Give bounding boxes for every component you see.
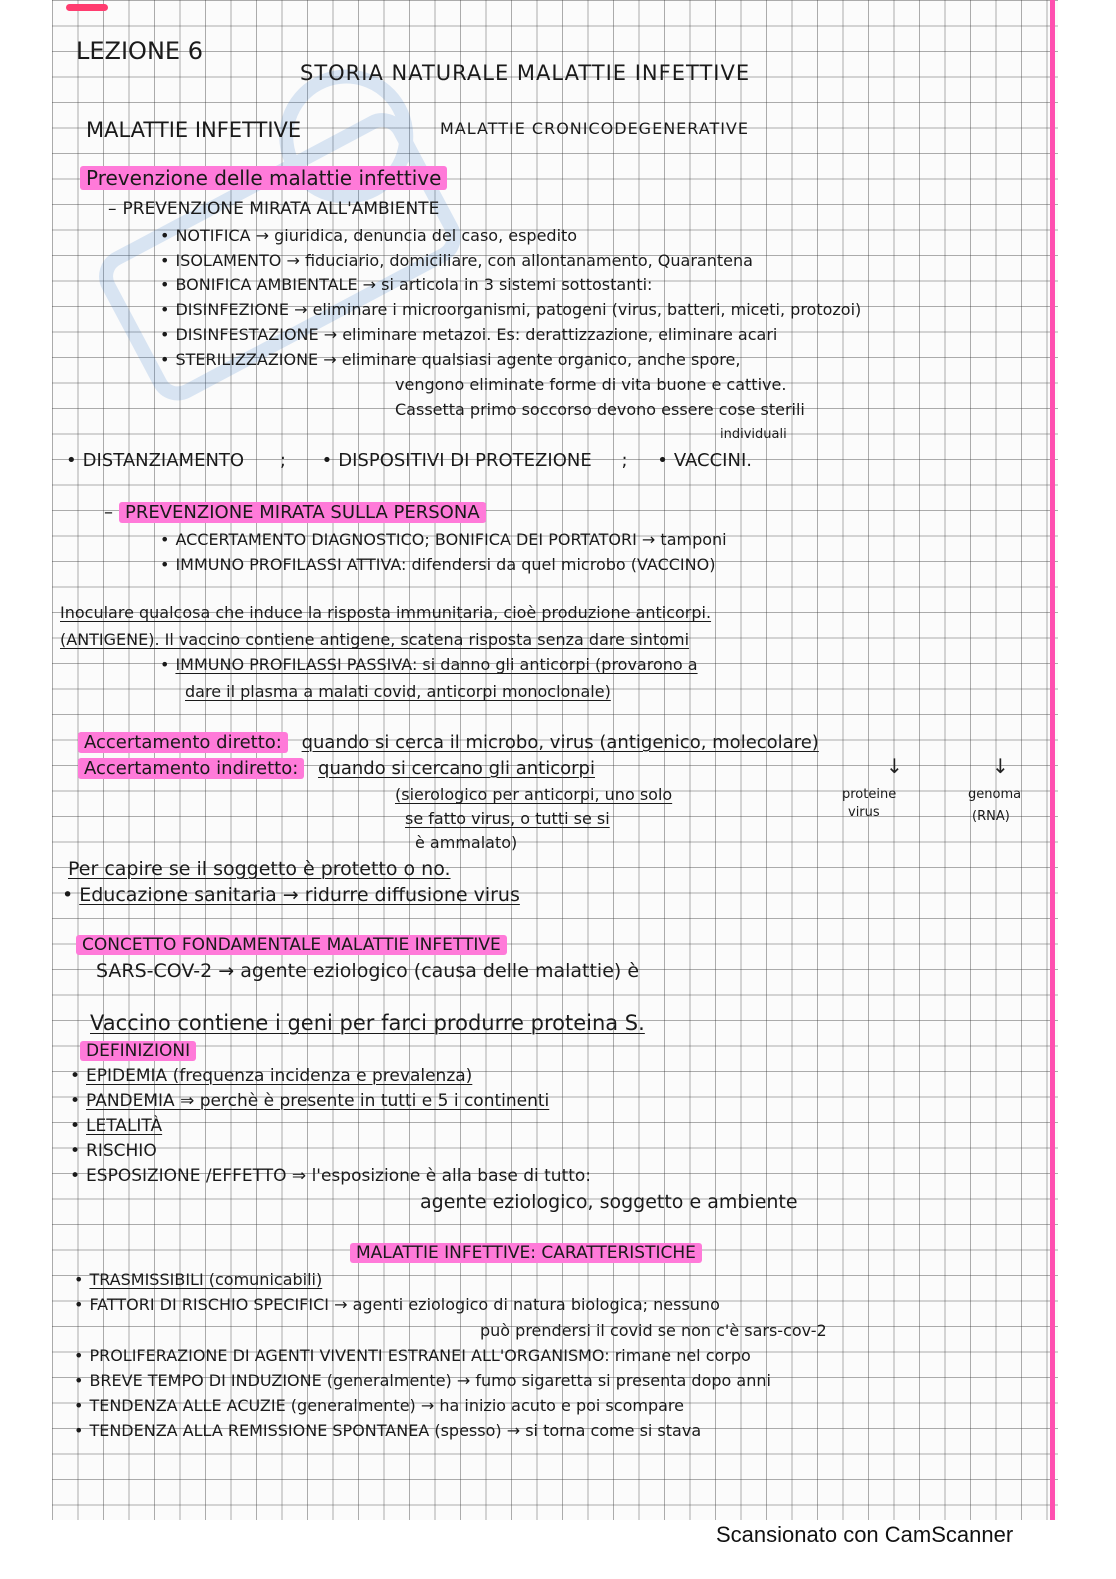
indirect-cont: se fatto virus, o tutti se si — [405, 809, 610, 828]
list-item-continuation: vengono eliminate forme di vita buone e cattive. — [395, 375, 787, 394]
virus-label: virus — [848, 805, 880, 820]
list-item: • IMMUNO PROFILASSI ATTIVA: difendersi da quel microbo (VACCINO) — [160, 555, 716, 574]
list-item: • TENDENZA ALLE ACUZIE (generalmente) → ha inizio acuto e poi scompare — [74, 1396, 684, 1415]
arrow-down-icon: ↓ — [886, 754, 903, 778]
genoma-label: genoma — [968, 787, 1022, 802]
list-item: • ESPOSIZIONE /EFFETTO ⇒ l'esposizione è alla base di tutto: — [70, 1166, 592, 1186]
small-note: individuali — [720, 427, 787, 442]
list-item: • IMMUNO PROFILASSI PASSIVA: si danno gli anticorpi (provarono a — [160, 655, 698, 674]
list-item: • LETALITÀ — [70, 1116, 163, 1136]
section-heading-definizioni: DEFINIZIONI — [80, 1038, 196, 1064]
list-item: • DISINFESTAZIONE → eliminare metazoi. Es: derattizzazione, eliminare acari — [160, 325, 778, 344]
indirect-test: Accertamento indiretto: quando si cercano gli anticorpi — [78, 756, 595, 782]
list-item: • ISOLAMENTO → fiduciario, domiciliare, con allontanamento, Quarantena — [160, 251, 753, 270]
list-item: • TENDENZA ALLA REMISSIONE SPONTANEA (spesso) → si torna come si stava — [74, 1421, 702, 1440]
list-item: • ACCERTAMENTO DIAGNOSTICO; BONIFICA DEI PORTATORI → tamponi — [160, 530, 727, 549]
indirect-cont: (sierologico per anticorpi, uno solo — [395, 785, 673, 804]
note-line: • Educazione sanitaria → ridurre diffusione virus — [62, 884, 520, 906]
margin-line — [1050, 0, 1055, 1520]
camscanner-label: Scansionato con CamScanner — [716, 1522, 1014, 1547]
list-item: • BONIFICA AMBIENTALE → si articola in 3 sistemi sottostanti: — [160, 275, 653, 294]
sub-heading-persona: – PREVENZIONE MIRATA SULLA PERSONA — [104, 500, 486, 526]
pen-mark — [66, 4, 108, 11]
proteine-label: proteine — [842, 787, 897, 802]
paragraph-line: (ANTIGENE). Il vaccino contiene antigene, scatena risposta senza dare sintomi — [60, 630, 690, 649]
direct-test: Accertamento diretto: quando si cerca il microbo, virus (antigenico, molecolare) — [78, 730, 819, 756]
paragraph-line: Inoculare qualcosa che induce la risposta immunitaria, cioè produzione anticorpi. — [60, 603, 712, 622]
list-item: • STERILIZZAZIONE → eliminare qualsiasi agente organico, anche spore, — [160, 350, 741, 369]
list-item: • TRASMISSIBILI (comunicabili) — [74, 1270, 323, 1289]
lesson-title: LEZIONE 6 — [76, 37, 203, 65]
list-item-continuation: Cassetta primo soccorso devono essere cose sterili — [395, 400, 805, 419]
section-heading-concetto: CONCETTO FONDAMENTALE MALATTIE INFETTIVE — [76, 932, 507, 958]
list-item: • DISINFEZIONE → eliminare i microorganismi, patogeni (virus, batteri, miceti, protozoi) — [160, 300, 862, 319]
sub-heading-ambiente: – PREVENZIONE MIRATA ALL'AMBIENTE — [108, 199, 440, 219]
note-line: Vaccino contiene i geni per farci produrre proteina S. — [90, 1011, 645, 1035]
list-item: • FATTORI DI RISCHIO SPECIFICI → agenti eziologico di natura biologica; nessuno — [74, 1295, 720, 1314]
measures-row: • DISTANZIAMENTO ; • DISPOSITIVI DI PROTEZIONE ; • VACCINI. — [66, 450, 752, 471]
list-item-continuation: può prendersi il covid se non c'è sars-cov-2 — [480, 1321, 827, 1340]
note-line: Per capire se il soggetto è protetto o no. — [68, 858, 451, 880]
subtitle-left: MALATTIE INFETTIVE — [86, 118, 302, 142]
section-heading-prevenzione: Prevenzione delle malattie infettive — [80, 165, 447, 191]
list-item: • BREVE TEMPO DI INDUZIONE (generalmente) → fumo sigaretta si presenta dopo anni — [74, 1371, 771, 1390]
section-heading-caratteristiche: MALATTIE INFETTIVE: CARATTERISTICHE — [350, 1240, 702, 1266]
list-item: • EPIDEMIA (frequenza incidenza e prevalenza) — [70, 1066, 473, 1086]
note-line: SARS-COV-2 → agente eziologico (causa delle malattie) è — [96, 960, 640, 982]
indirect-cont: è ammalato) — [415, 833, 518, 852]
list-item: • PROLIFERAZIONE DI AGENTI VIVENTI ESTRANEI ALL'ORGANISMO: rimane nel corpo — [74, 1346, 751, 1365]
subtitle-right: MALATTIE CRONICODEGENERATIVE — [440, 119, 749, 138]
arrow-down-icon: ↓ — [992, 754, 1009, 778]
list-item-continuation: dare il plasma a malati covid, anticorpi monoclonale) — [185, 682, 611, 701]
rna-label: (RNA) — [972, 809, 1010, 824]
list-item-continuation: agente eziologico, soggetto e ambiente — [420, 1191, 798, 1213]
page-title: STORIA NATURALE MALATTIE INFETTIVE — [300, 61, 751, 85]
list-item: • RISCHIO — [70, 1141, 157, 1161]
list-item: • NOTIFICA → giuridica, denuncia del caso, espedito — [160, 226, 578, 245]
list-item: • PANDEMIA ⇒ perchè è presente in tutti e 5 i continenti — [70, 1091, 550, 1111]
